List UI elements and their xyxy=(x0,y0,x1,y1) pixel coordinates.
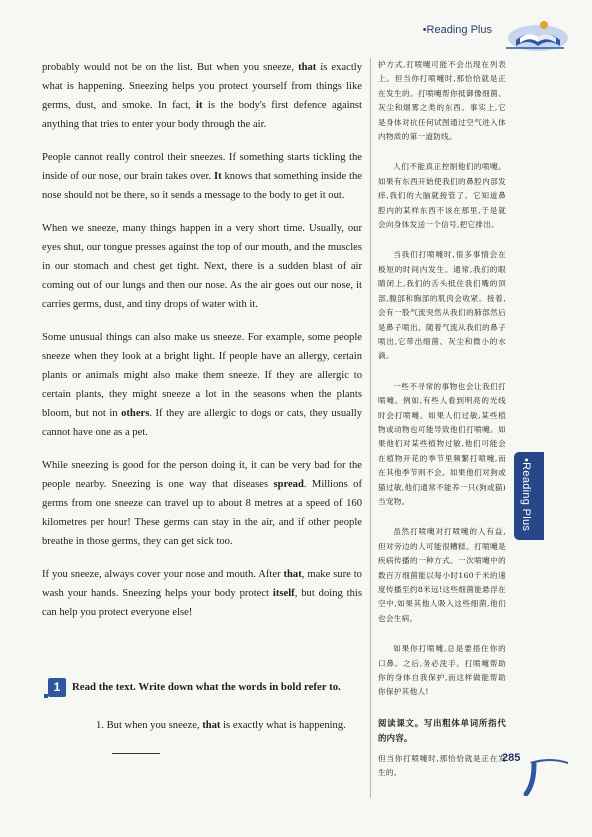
chinese-paragraph-1: 护方式,打喷嚏可能不会出现在列表上。但当你打喷嚏时,那恰恰就是正在发生的。打喷嚏帮你抵御像细菌、灰尘和烟雾之类的东西。事实上,它是身体对抗任何试图通过空气进入体内物质的第一道防线。 xyxy=(378,60,506,142)
activity-instruction: Read the text. Write down what the words in bold refer to. xyxy=(72,681,341,693)
page-header xyxy=(0,14,592,54)
english-text-column xyxy=(42,58,362,636)
chinese-paragraph-6: 如果你打喷嚏,总是要捂住你的口鼻。之后,务必洗手。打喷嚏帮助你的身体自我保护,而这样做能帮助你保护其他人! xyxy=(378,644,506,697)
chinese-paragraph-4: 一些不寻常的事物也会让我们打喷嚏。例如,有些人看到明亮的光线时会打喷嚏。如果人们过敏,某些植物或动物也可能导致他们打喷嚏。如果他们对某些植物过敏,他们可能会在植物开花的季节里频繁打喷嚏,而在其他季节则不会。如果他们对狗或猫过敏,他们通常不能养一只(狗或猫)当宠物。 xyxy=(378,381,506,506)
section-label: •Reading Plus xyxy=(422,24,492,36)
chinese-task-instruction: 阅读课文。写出粗体单词所指代的内容。 xyxy=(378,717,506,743)
english-paragraph-5: While sneezing is good for the person doing it, it can be very bad for the people nearby. Sneezing is one way that diseases spread. Millions of germs from one sneeze can travel up to about 8 metres at a speed of 160 kilometres per hour! These germs can stay in the air, and if other people breathe in those germs, they can get sick too. xyxy=(42,460,363,547)
book-logo-icon xyxy=(498,16,570,54)
english-paragraph-6: If you sneeze, always cover your nose and mouth. After that, make sure to wash your hands. Sneezing helps your body protect itself, but doing this can help you protect everyone else! xyxy=(42,569,362,618)
page-number: 285 xyxy=(502,752,521,764)
activity-number-badge: 1 xyxy=(48,678,66,697)
english-paragraph-2: People cannot really control their sneezes. If something starts tickling the inside of our nose, our brain takes over. It knows that something inside the nose should not be there, so it sends a message to the body to get it out. xyxy=(42,152,362,201)
english-paragraph-3: When we sneeze, many things happen in a very short time. Usually, our eyes shut, our tongue presses against the top of our mouth, and the muscles in our stomach and chest get tight. Next, there is a sudden blast of air coming out of our lungs and then our nose. As the air goes out our nose, it carries germs, dust, and tiny drops of water with it. xyxy=(42,223,362,310)
english-paragraph-1: probably would not be on the list. But when you sneeze, that is exactly what is happening. Sneezing helps you protect yourself from things like germs, dust, and smoke. In fact, it is the body's first defence against anything that tries to enter your body through the air. xyxy=(42,62,363,130)
chinese-task-answer: 但当你打喷嚏时,那恰恰就是正在发生的。 xyxy=(378,753,506,778)
activity-item-1: 1. But when you sneeze, that is exactly what is happening. xyxy=(96,720,346,731)
chinese-paragraph-2: 人们不能真正控制他们的喷嚏。如果有东西开始使我们的鼻腔内部发痒,我们的大脑就接管了。它知道鼻腔内的某样东西不该在那里,于是就会向身体发送一个信号,把它排出。 xyxy=(378,162,506,230)
column-divider xyxy=(370,58,371,798)
english-paragraph-4: Some unusual things can also make us sneeze. For example, some people sneeze when they look at a bright light. If people have an allergy, certain plants or animals might also make them sneeze. If they are allergic to certain plants, they might sneeze a lot in the seasons when the plants bloom, but not in others. If they are allergic to dogs or cats, they usually cannot have one as a pet. xyxy=(42,332,362,438)
answer-blank-line[interactable] xyxy=(112,753,160,754)
side-tab-label: •Reading Plus xyxy=(520,458,532,532)
reading-plus-side-tab xyxy=(514,452,544,540)
chinese-translation-column xyxy=(378,58,506,785)
chinese-paragraph-3: 当我们打喷嚏时,很多事情会在极短的时间内发生。通常,我们的眼睛闭上,我们的舌头抵住我们嘴的顶部,腹部和胸部的肌肉会收紧。接着,会有一股气流突然从我们的肺部然后是鼻子喷出。随着气流从我们的鼻子喷出,它带出细菌、灰尘和微小的水滴。 xyxy=(378,250,506,361)
chinese-paragraph-5: 虽然打喷嚏对打喷嚏的人有益,但对旁边的人可能很糟糕。打喷嚏是疾病传播的一种方式。一次喷嚏中的数百万细菌能以每小时160千米的速度传播至约8米远!这些细菌能悬浮在空中,如果其他人吸入这些细菌,他们也会生病。 xyxy=(378,527,506,623)
